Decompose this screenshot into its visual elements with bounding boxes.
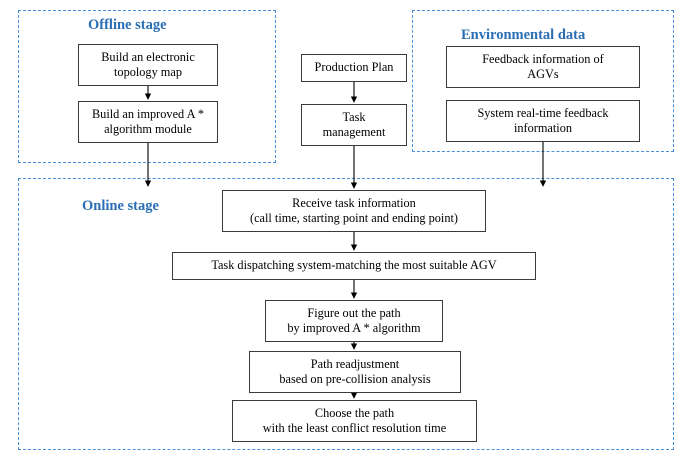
task-management-line: Task	[342, 109, 366, 124]
production-plan-line: Production Plan	[314, 60, 394, 75]
production-plan-label	[315, 60, 394, 75]
group-title: Environmental data	[461, 27, 586, 43]
receive-task-information-label	[250, 196, 458, 227]
figure-out-path-line: by improved A * algorithm	[287, 321, 421, 335]
path-readjustment-line: based on pre-collision analysis	[279, 372, 431, 386]
group-title: Online stage	[82, 198, 159, 214]
path-readjustment	[249, 351, 461, 393]
build-astar-module-line: Build an improved A *	[91, 106, 205, 121]
build-astar-module	[78, 101, 218, 143]
system-realtime-feedback-label	[477, 106, 608, 137]
choose-path-line: Choose the path	[314, 405, 395, 420]
figure-out-path	[265, 300, 443, 342]
feedback-agvs-line: AGVs	[527, 67, 559, 81]
group-title: Offline stage	[88, 17, 167, 33]
production-plan	[301, 54, 407, 82]
build-topology-map-line: Build an electronic	[101, 49, 195, 64]
build-topology-map-label	[101, 50, 195, 81]
receive-task-information-line: Receive task information	[292, 195, 416, 210]
choose-path-line: with the least conflict resolution time	[262, 421, 447, 435]
system-realtime-feedback-line: System real-time feedback	[477, 105, 609, 120]
path-readjustment-line: Path readjustment	[310, 356, 400, 371]
feedback-agvs-label	[482, 52, 604, 83]
build-topology-map	[78, 44, 218, 86]
system-realtime-feedback-line: information	[513, 121, 573, 135]
path-readjustment-label	[279, 357, 430, 388]
task-dispatching-system-label	[211, 258, 496, 273]
task-management	[301, 104, 407, 146]
choose-path-label	[263, 406, 446, 437]
task-dispatching-system-line: Task dispatching system-matching the most suitable AGV	[211, 258, 497, 273]
build-astar-module-line: algorithm module	[104, 122, 192, 136]
system-realtime-feedback	[446, 100, 640, 142]
task-dispatching-system	[172, 252, 536, 280]
figure-out-path-label	[287, 306, 420, 337]
task-management-line: management	[322, 125, 386, 139]
receive-task-information-line: (call time, starting point and ending point)	[250, 211, 458, 225]
figure-out-path-line: Figure out the path	[307, 305, 401, 320]
feedback-agvs-line: Feedback information of	[482, 51, 604, 66]
build-topology-map-line: topology map	[114, 65, 182, 79]
receive-task-information	[222, 190, 486, 232]
task-management-label	[323, 110, 386, 141]
choose-path	[232, 400, 477, 442]
feedback-agvs	[446, 46, 640, 88]
build-astar-module-label	[92, 107, 204, 138]
